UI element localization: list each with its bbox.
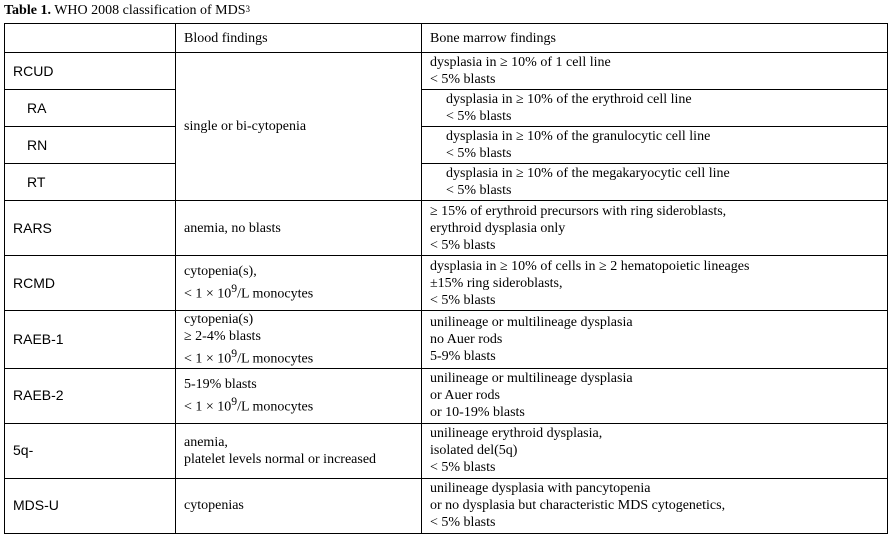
marrow-line: unilineage erythroid dysplasia,: [430, 426, 603, 442]
row-name: RARS: [5, 201, 176, 256]
marrow-line: dysplasia in ≥ 10% of the erythroid cell line: [446, 92, 692, 107]
marrow-line: isolated del(5q): [430, 443, 518, 459]
blood-text: < 1 × 10: [184, 351, 232, 367]
marrow-line: < 5% blasts: [430, 460, 496, 476]
blood-line: [184, 280, 413, 303]
marrow-findings: [422, 201, 888, 256]
blood-line: platelet levels normal or increased: [184, 451, 377, 467]
table-caption: [4, 2, 250, 20]
blood-findings: [176, 256, 422, 311]
blood-findings: single or bi-cytopenia: [176, 53, 422, 201]
marrow-line: or 10-19% blasts: [430, 405, 525, 421]
table-row: [5, 478, 888, 533]
blood-findings: [176, 201, 422, 256]
table-row: [5, 311, 888, 369]
blood-line: cytopenia(s),: [184, 264, 257, 280]
table-row: [5, 256, 888, 311]
table-row: [5, 368, 888, 423]
blood-line: ≥ 2-4% blasts: [184, 329, 261, 344]
table-row: [5, 53, 888, 90]
table-row: [5, 127, 888, 164]
blood-findings: [176, 423, 422, 478]
marrow-findings: [422, 256, 888, 311]
marrow-line: dysplasia in ≥ 10% of cells in ≥ 2 hematopoietic lineages: [430, 258, 750, 274]
exponent: 9: [231, 347, 238, 360]
blood-text: /L monocytes: [237, 351, 314, 367]
marrow-line: unilineage dysplasia with pancytopenia: [430, 481, 651, 497]
caption-label: Table 1.: [4, 3, 51, 18]
caption-text: WHO 2008 classification of MDS: [54, 3, 246, 18]
marrow-line: < 5% blasts: [446, 146, 512, 161]
marrow-line: 5-9% blasts: [430, 348, 496, 364]
table-row: [5, 423, 888, 478]
table-header-row: [5, 24, 888, 53]
marrow-findings: [422, 127, 888, 164]
marrow-line: < 5% blasts: [430, 292, 496, 308]
blood-line: anemia,: [184, 434, 228, 450]
blood-line: [184, 393, 413, 416]
marrow-findings: [422, 53, 888, 90]
marrow-findings: [422, 311, 888, 369]
blood-text: /L monocytes: [237, 286, 314, 302]
marrow-line: < 5% blasts: [446, 183, 512, 198]
exponent: 9: [231, 282, 238, 296]
row-name: RCMD: [5, 256, 176, 311]
blood-text: < 1 × 10: [184, 399, 232, 415]
row-name: RT: [5, 164, 176, 201]
marrow-line: < 5% blasts: [430, 515, 496, 531]
marrow-line: < 5% blasts: [446, 109, 512, 124]
row-name: RA: [5, 90, 176, 127]
row-name: RCUD: [5, 53, 176, 90]
caption-ref: 3: [245, 4, 251, 14]
marrow-line: dysplasia in ≥ 10% of the megakaryocytic cell line: [446, 166, 730, 181]
blood-findings: [176, 368, 422, 423]
header-blood: Blood findings: [176, 24, 422, 53]
mds-classification-table: [4, 23, 888, 534]
blood-line: anemia, no blasts: [184, 220, 281, 236]
table-row: [5, 90, 888, 127]
marrow-findings: [422, 423, 888, 478]
marrow-findings: [422, 90, 888, 127]
header-marrow: Bone marrow findings: [422, 24, 888, 53]
marrow-findings: [422, 368, 888, 423]
marrow-line: or no dysplasia but characteristic MDS cytogenetics,: [430, 498, 726, 514]
marrow-findings: [422, 478, 888, 533]
blood-line: cytopenias: [184, 498, 244, 514]
marrow-line: unilineage or multilineage dysplasia: [430, 371, 633, 387]
row-name: MDS-U: [5, 478, 176, 533]
blood-line: [184, 345, 413, 368]
blood-findings: [176, 478, 422, 533]
blood-text: /L monocytes: [237, 399, 314, 415]
blood-text: < 1 × 10: [184, 286, 232, 302]
marrow-line: ≥ 15% of erythroid precursors with ring sideroblasts,: [430, 203, 727, 219]
blood-findings: [176, 311, 422, 369]
row-name: RAEB-2: [5, 368, 176, 423]
marrow-line: ±15% ring sideroblasts,: [430, 275, 563, 291]
blood-line: cytopenia(s): [184, 312, 254, 327]
row-name: RAEB-1: [5, 311, 176, 369]
table-row: [5, 164, 888, 201]
marrow-line: no Auer rods: [430, 331, 503, 347]
marrow-line: < 5% blasts: [430, 72, 496, 87]
marrow-line: < 5% blasts: [430, 237, 496, 253]
header-col1: [5, 24, 176, 53]
exponent: 9: [231, 394, 238, 408]
marrow-line: erythroid dysplasia only: [430, 220, 566, 236]
marrow-line: dysplasia in ≥ 10% of 1 cell line: [430, 55, 611, 70]
table-row: [5, 201, 888, 256]
marrow-line: unilineage or multilineage dysplasia: [430, 314, 633, 330]
row-name: 5q-: [5, 423, 176, 478]
blood-line: 5-19% blasts: [184, 376, 257, 392]
marrow-line: or Auer rods: [430, 388, 500, 404]
marrow-line: dysplasia in ≥ 10% of the granulocytic cell line: [446, 129, 711, 144]
row-name: RN: [5, 127, 176, 164]
marrow-findings: [422, 164, 888, 201]
